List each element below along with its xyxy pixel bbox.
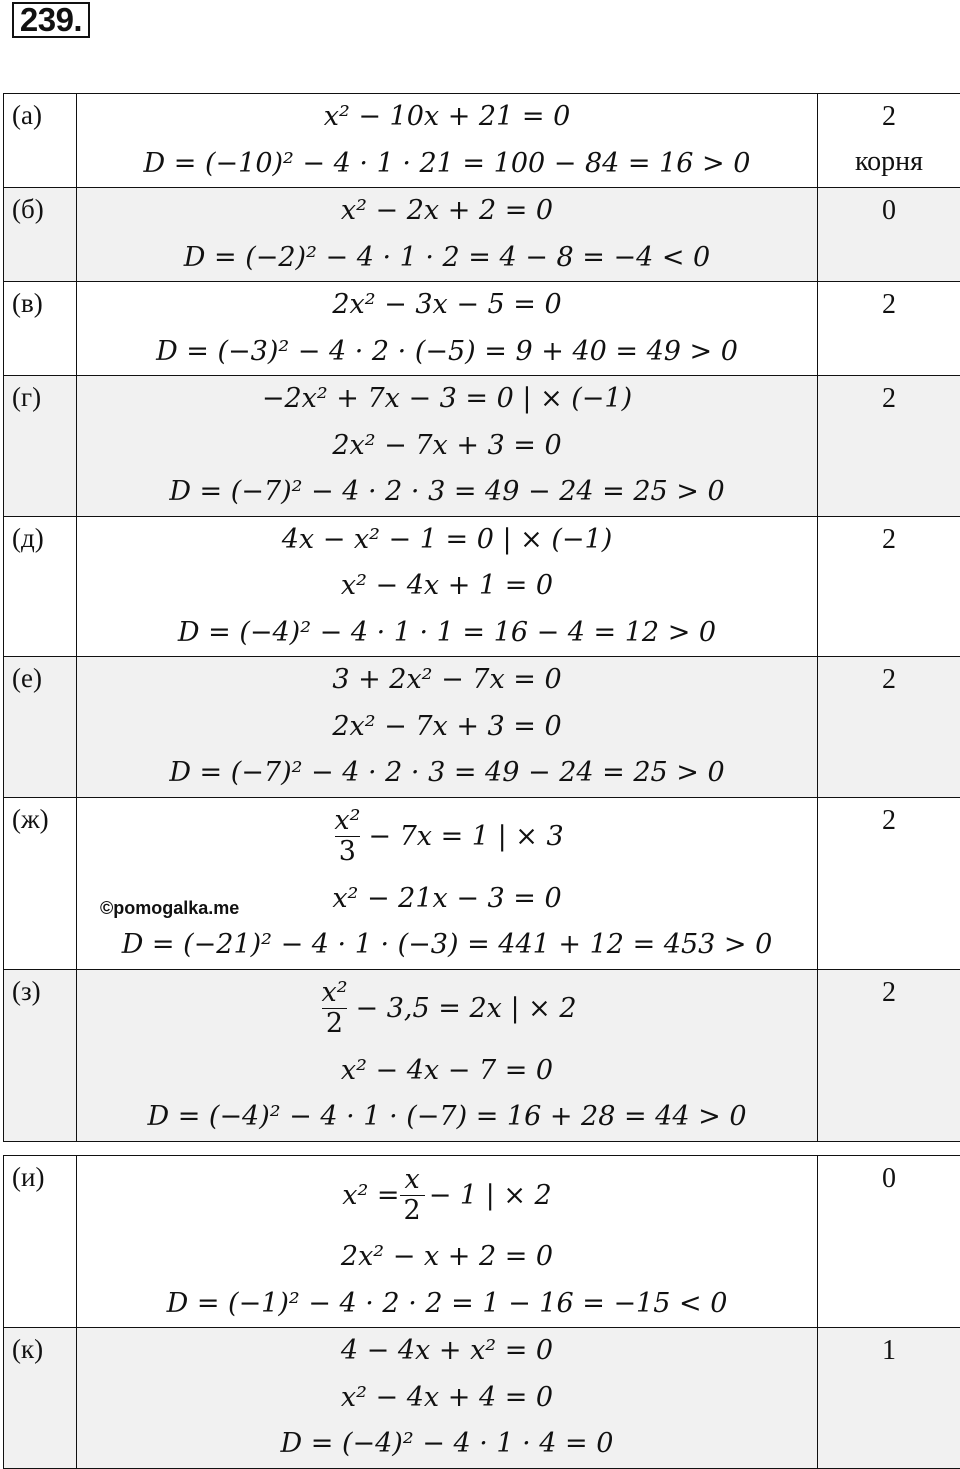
row-label: (а) <box>4 94 77 188</box>
equation-cell <box>77 1328 818 1469</box>
row-label: (з) <box>4 969 77 1141</box>
equation-line: x² − 21x − 3 = 0 <box>77 876 817 923</box>
row-label: (е) <box>4 657 77 798</box>
table-row <box>4 657 960 798</box>
roots-count: 2 <box>818 969 960 1141</box>
fraction-equation-rest: − 7x = 1 | × 3 <box>368 821 563 852</box>
table-row <box>4 1328 960 1469</box>
equation-line: D = (−7)² − 4 · 2 · 3 = 49 − 24 = 25 > 0 <box>77 750 817 797</box>
equation-cell <box>77 94 818 188</box>
fraction-denominator: 2 <box>322 1008 347 1039</box>
equation-line: x² − 4x − 7 = 0 <box>77 1048 817 1095</box>
table-row <box>4 376 960 517</box>
fraction <box>400 1165 425 1226</box>
solutions-table-continued <box>3 1155 960 1469</box>
fraction-numerator: x² <box>330 806 364 836</box>
equation-line: D = (−21)² − 4 · 1 · (−3) = 441 + 12 = 453 > 0 <box>77 922 817 969</box>
equation-line: D = (−3)² − 4 · 2 · (−5) = 9 + 40 = 49 > 0 <box>77 329 817 376</box>
equation-line: D = (−7)² − 4 · 2 · 3 = 49 − 24 = 25 > 0 <box>77 469 817 516</box>
table-row <box>4 797 960 969</box>
fraction-equation-line <box>77 798 817 876</box>
fraction <box>330 806 364 867</box>
equation-line: −2x² + 7x − 3 = 0 | × (−1) <box>77 376 817 423</box>
row-label: (ж) <box>4 797 77 969</box>
row-label: (г) <box>4 376 77 517</box>
equation-line: 2x² − 3x − 5 = 0 <box>77 282 817 329</box>
solutions-table <box>3 93 960 1142</box>
equation-line: 3 + 2x² − 7x = 0 <box>77 657 817 704</box>
equation-line: 4 − 4x + x² = 0 <box>77 1328 817 1375</box>
fraction-equation-prefix: x² = <box>342 1180 399 1211</box>
equation-line: D = (−1)² − 4 · 2 · 2 = 1 − 16 = −15 < 0 <box>77 1281 817 1328</box>
equation-line: D = (−4)² − 4 · 1 · 4 = 0 <box>77 1421 817 1468</box>
table-row <box>4 516 960 657</box>
table-row <box>4 94 960 188</box>
watermark: ©pomogalka.me <box>100 898 239 919</box>
equation-line: D = (−2)² − 4 · 1 · 2 = 4 − 8 = −4 < 0 <box>77 235 817 282</box>
row-label: (к) <box>4 1328 77 1469</box>
fraction-equation-rest: − 1 | × 2 <box>429 1180 552 1211</box>
equation-cell <box>77 516 818 657</box>
equation-cell <box>77 797 818 969</box>
equation-line: x² − 2x + 2 = 0 <box>77 188 817 235</box>
equation-line: x² − 4x + 4 = 0 <box>77 1375 817 1422</box>
fraction-equation-rest: − 3,5 = 2x | × 2 <box>356 993 577 1024</box>
equation-line: x² − 4x + 1 = 0 <box>77 563 817 610</box>
fraction-denominator: 2 <box>400 1195 425 1226</box>
equation-line: 2x² − 7x + 3 = 0 <box>77 423 817 470</box>
fraction-equation-line <box>77 1156 817 1234</box>
roots-cell <box>818 94 960 188</box>
table-row <box>4 1156 960 1328</box>
equation-cell <box>77 188 818 282</box>
row-label: (в) <box>4 282 77 376</box>
table-row <box>4 188 960 282</box>
roots-count: 0 <box>818 1156 960 1328</box>
fraction-equation-line <box>77 970 817 1048</box>
row-label: (и) <box>4 1156 77 1328</box>
roots-count: 2 <box>818 94 960 139</box>
equation-cell <box>77 969 818 1141</box>
fraction-denominator: 3 <box>335 836 360 867</box>
problem-number: 239. <box>12 2 90 38</box>
equation-line: D = (−4)² − 4 · 1 · 1 = 16 − 4 = 12 > 0 <box>77 610 817 657</box>
table-row <box>4 969 960 1141</box>
roots-word: корня <box>818 139 960 184</box>
equation-line: D = (−4)² − 4 · 1 · (−7) = 16 + 28 = 44 > 0 <box>77 1094 817 1141</box>
roots-count: 1 <box>818 1328 960 1469</box>
roots-count: 0 <box>818 188 960 282</box>
equation-line: 2x² − 7x + 3 = 0 <box>77 704 817 751</box>
roots-count: 2 <box>818 516 960 657</box>
equation-line: 4x − x² − 1 = 0 | × (−1) <box>77 517 817 564</box>
equation-cell <box>77 1156 818 1328</box>
equation-line: x² − 10x + 21 = 0 <box>77 94 817 141</box>
fraction-numerator: x <box>400 1165 423 1195</box>
equation-cell <box>77 657 818 798</box>
roots-count: 2 <box>818 376 960 517</box>
equation-line: 2x² − x + 2 = 0 <box>77 1234 817 1281</box>
table-row <box>4 282 960 376</box>
row-label: (б) <box>4 188 77 282</box>
equation-line: D = (−10)² − 4 · 1 · 21 = 100 − 84 = 16 > 0 <box>77 141 817 188</box>
equation-cell <box>77 376 818 517</box>
equation-cell <box>77 282 818 376</box>
fraction-numerator: x² <box>317 978 351 1008</box>
roots-count: 2 <box>818 282 960 376</box>
fraction <box>317 978 351 1039</box>
roots-count: 2 <box>818 797 960 969</box>
roots-count: 2 <box>818 657 960 798</box>
row-label: (д) <box>4 516 77 657</box>
